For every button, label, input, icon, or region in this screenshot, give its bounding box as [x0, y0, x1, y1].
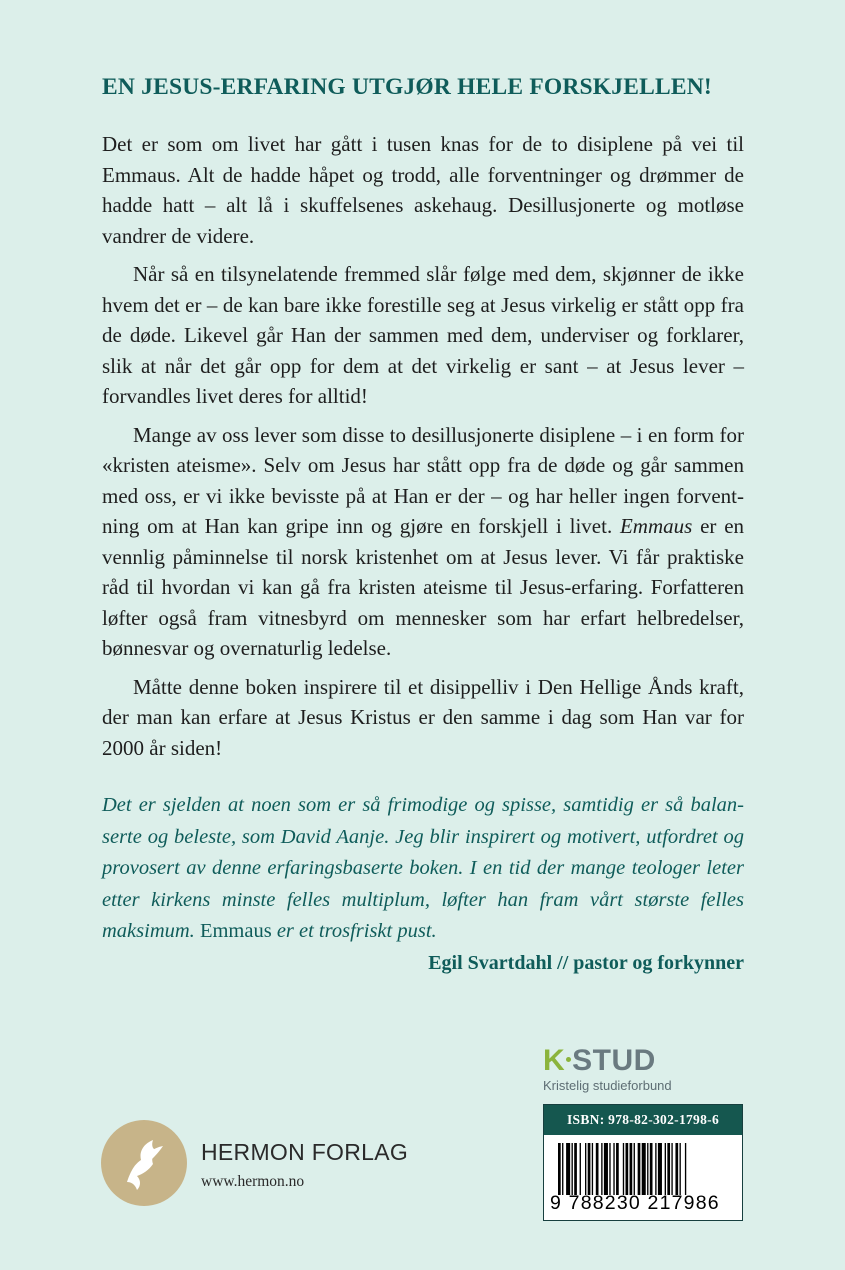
- kstud-subtitle: Kristelig studieforbund: [543, 1078, 672, 1093]
- barcode-bar: [572, 1143, 573, 1195]
- barcode-bar: [655, 1143, 656, 1195]
- barcode-bar: [588, 1143, 591, 1195]
- barcode-digits: 9 788230 217986: [550, 1192, 720, 1214]
- kstud-logo-k: K: [543, 1044, 566, 1077]
- barcode-bar: [596, 1143, 599, 1195]
- barcode-bar: [580, 1143, 581, 1195]
- barcode-bar: [634, 1143, 635, 1195]
- barcode-bar: [685, 1143, 686, 1195]
- publisher-name: HERMON FORLAG: [201, 1139, 409, 1165]
- barcode-bar: [650, 1143, 653, 1195]
- barcode-bar: [592, 1143, 593, 1195]
- barcode-bar: [613, 1143, 614, 1195]
- barcode-bar: [562, 1143, 563, 1195]
- publisher-logo: [101, 1120, 187, 1206]
- quote-text-run: er et trosfriskt pust.: [276, 920, 437, 942]
- cover-heading: EN JESUS-ERFARING UTGJØR HELE FORSKJELLEN!: [102, 74, 712, 100]
- dove-icon: [101, 1120, 187, 1206]
- book-title-italic: Emmaus: [619, 514, 693, 538]
- barcode-bar: [630, 1143, 633, 1195]
- barcode-bar: [585, 1143, 586, 1195]
- barcode-bar: [680, 1143, 681, 1195]
- barcode-bar: [623, 1143, 624, 1195]
- barcode-bar: [638, 1143, 641, 1195]
- barcode-bar: [558, 1143, 561, 1195]
- barcode-bars: [558, 1143, 730, 1195]
- barcode-bar: [658, 1143, 662, 1195]
- barcode-bar: [647, 1143, 648, 1195]
- kstud-wordmark: [543, 1046, 672, 1076]
- blurb-text: [102, 129, 744, 771]
- kstud-logo: [543, 1046, 672, 1093]
- endorsement-quote: [102, 790, 744, 948]
- barcode-bar: [626, 1143, 629, 1195]
- barcode-bar: [642, 1143, 646, 1195]
- barcode-bar: [566, 1143, 570, 1195]
- isbn-label: ISBN: 978-82-302-1798-6: [544, 1105, 742, 1135]
- blurb-text-run: er en vennlig påminnelse til norsk kristenhet om at Jesus lever. Vi får praktiske råd til hvordan vi kan gå fra kristen ateisme til Jesus-erfaring. Forfatteren løfter også fram vitnesbyrd om mennesker som har erfart helbredelser, bønnesvar og overnaturlig ledelse.: [102, 514, 745, 660]
- isbn-barcode-box: [543, 1104, 743, 1221]
- quote-book-title: Emmaus: [199, 920, 272, 942]
- barcode-bar: [665, 1143, 666, 1195]
- blurb-paragraph: Når så en tilsynelatende fremmed slår følge med dem, skjønner de ikke hvem det er – de kan bare ikke forestille seg at Jesus virkelig er stått opp fra de døde. Likevel går Han der sammen med dem, underviser og forklarer, slik at når det går opp for dem at det virkelig er sant – at Jesus lever – forvandles livet deres for alltid!: [102, 262, 744, 408]
- publisher-url: www.hermon.no: [201, 1173, 305, 1190]
- blurb-paragraph: [102, 420, 744, 664]
- blurb-paragraph: Det er som om livet har gått i tusen knas for de to disiplene på vei til Emmaus. Alt de hadde håpet og trodd, alle forventninger og drømmer de hadde hatt – alt lå i skuffelsenes askehaug. Desillusjonerte og motløse vandrer de videre.: [102, 132, 744, 248]
- barcode-bar: [574, 1143, 577, 1195]
- quote-text-run: Det er sjelden at noen som er så frimodige og spisse, samtidig er så balanserte og beleste, som David Aanje. Jeg blir inspirert og motivert, utfordret og provosert av denne erfaringsbaserte boken. I en tid der mange teologer leter etter kirkens minste felles multiplum, løfter han fram vårt største felles maksimum.: [102, 794, 744, 942]
- barcode-bar: [675, 1143, 678, 1195]
- blurb-paragraph: Måtte denne boken inspirere til et disippelliv i Den Hellige Ånds kraft, der man kan erfare at Jesus Kristus er den samme i dag som Han var for 2000 år siden!: [102, 674, 744, 760]
- kstud-dot-icon: [566, 1057, 571, 1062]
- kstud-logo-text: STUD: [572, 1044, 656, 1077]
- barcode-bar: [667, 1143, 670, 1195]
- barcode-bar: [671, 1143, 672, 1195]
- barcode-bar: [604, 1143, 608, 1195]
- endorsement-attribution: Egil Svartdahl // pastor og forkynner: [428, 952, 744, 974]
- barcode-bar: [616, 1143, 619, 1195]
- blurb-text-run: Mange av oss lever som disse to desillusjonerte disiplene – i en form for «kristen ateisme». Selv om Jesus har stått opp fra de døde og går sammen med oss, er vi ikke bevisste på at Han er der – og har heller ingen forventning om at Han kan gripe inn og gjøre en forskjell i livet.: [102, 422, 744, 538]
- barcode-bar: [601, 1143, 602, 1195]
- barcode-bar: [609, 1143, 610, 1195]
